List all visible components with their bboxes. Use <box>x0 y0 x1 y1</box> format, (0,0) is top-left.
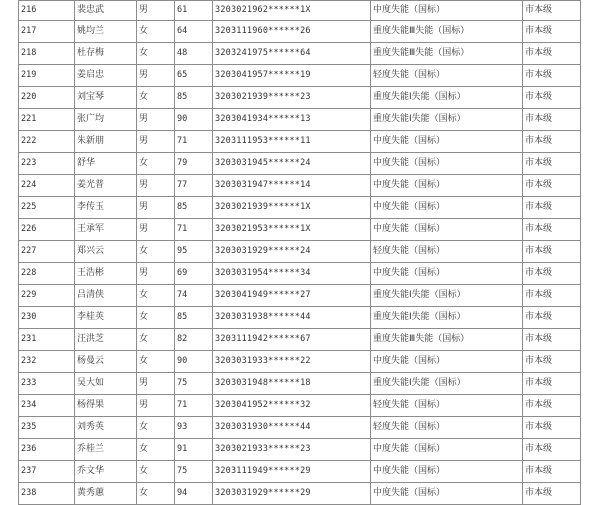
table-row <box>19 351 581 373</box>
id-number-cell: 3203041949******27 <box>213 285 371 307</box>
region-cell: 市本级 <box>523 373 581 395</box>
name-cell: 杨曼云 <box>75 351 137 373</box>
region-cell: 市本级 <box>523 395 581 417</box>
region-cell: 市本级 <box>523 483 581 505</box>
gender-cell: 男 <box>137 65 175 87</box>
name-cell: 汪洪芝 <box>75 329 137 351</box>
table-row <box>19 1 581 21</box>
disability-level-cell: 中度失能（国标） <box>371 263 523 285</box>
gender-cell: 女 <box>137 307 175 329</box>
disability-level-cell: 重度失能Ⅰ失能（国标） <box>371 373 523 395</box>
name-cell: 乔文华 <box>75 461 137 483</box>
region-cell: 市本级 <box>523 109 581 131</box>
age-cell: 85 <box>175 197 213 219</box>
disability-level-cell: 重度失能Ⅲ失能（国标） <box>371 43 523 65</box>
region-cell: 市本级 <box>523 329 581 351</box>
table-row <box>19 219 581 241</box>
disability-level-cell: 重度失能Ⅰ失能（国标） <box>371 307 523 329</box>
serial-number-cell: 231 <box>19 329 75 351</box>
name-cell: 舒华 <box>75 153 137 175</box>
region-cell: 市本级 <box>523 351 581 373</box>
name-cell: 吴大如 <box>75 373 137 395</box>
serial-number-cell: 224 <box>19 175 75 197</box>
id-number-cell: 3203111942******67 <box>213 329 371 351</box>
age-cell: 79 <box>175 153 213 175</box>
disability-level-cell: 中度失能（国标） <box>371 351 523 373</box>
gender-cell: 女 <box>137 329 175 351</box>
age-cell: 90 <box>175 351 213 373</box>
id-number-cell: 3203021953******1X <box>213 219 371 241</box>
name-cell: 杨得果 <box>75 395 137 417</box>
region-cell: 市本级 <box>523 439 581 461</box>
region-cell: 市本级 <box>523 263 581 285</box>
region-cell: 市本级 <box>523 197 581 219</box>
id-number-cell: 3203031947******14 <box>213 175 371 197</box>
region-cell: 市本级 <box>523 43 581 65</box>
serial-number-cell: 220 <box>19 87 75 109</box>
table-row <box>19 373 581 395</box>
serial-number-cell: 236 <box>19 439 75 461</box>
age-cell: 71 <box>175 395 213 417</box>
serial-number-cell: 227 <box>19 241 75 263</box>
age-cell: 90 <box>175 109 213 131</box>
serial-number-cell: 234 <box>19 395 75 417</box>
gender-cell: 女 <box>137 483 175 505</box>
id-number-cell: 3203041934******13 <box>213 109 371 131</box>
disability-level-cell: 轻度失能（国标） <box>371 395 523 417</box>
serial-number-cell: 219 <box>19 65 75 87</box>
gender-cell: 女 <box>137 351 175 373</box>
id-number-cell: 3203021939******1X <box>213 197 371 219</box>
age-cell: 82 <box>175 329 213 351</box>
name-cell: 刘秀英 <box>75 417 137 439</box>
id-number-cell: 3203031945******24 <box>213 153 371 175</box>
gender-cell: 男 <box>137 395 175 417</box>
serial-number-cell: 229 <box>19 285 75 307</box>
disability-level-cell: 轻度失能（国标） <box>371 241 523 263</box>
disability-level-cell: 中度失能（国标） <box>371 461 523 483</box>
gender-cell: 女 <box>137 461 175 483</box>
age-cell: 85 <box>175 87 213 109</box>
table-row <box>19 131 581 153</box>
gender-cell: 男 <box>137 131 175 153</box>
region-cell: 市本级 <box>523 1 581 21</box>
table-row <box>19 395 581 417</box>
gender-cell: 男 <box>137 175 175 197</box>
serial-number-cell: 232 <box>19 351 75 373</box>
gender-cell: 女 <box>137 439 175 461</box>
region-cell: 市本级 <box>523 417 581 439</box>
id-number-cell: 3203031929******24 <box>213 241 371 263</box>
serial-number-cell: 233 <box>19 373 75 395</box>
region-cell: 市本级 <box>523 219 581 241</box>
disability-level-cell: 重度失能Ⅲ失能（国标） <box>371 21 523 43</box>
region-cell: 市本级 <box>523 21 581 43</box>
table-row <box>19 21 581 43</box>
name-cell: 姚均兰 <box>75 21 137 43</box>
name-cell: 姜光普 <box>75 175 137 197</box>
name-cell: 黄秀蕙 <box>75 483 137 505</box>
gender-cell: 女 <box>137 285 175 307</box>
age-cell: 64 <box>175 21 213 43</box>
name-cell: 吕清侠 <box>75 285 137 307</box>
region-cell: 市本级 <box>523 65 581 87</box>
serial-number-cell: 237 <box>19 461 75 483</box>
id-number-cell: 3203021939******23 <box>213 87 371 109</box>
region-cell: 市本级 <box>523 285 581 307</box>
region-cell: 市本级 <box>523 153 581 175</box>
table-row <box>19 461 581 483</box>
region-cell: 市本级 <box>523 461 581 483</box>
disability-level-cell: 中度失能（国标） <box>371 439 523 461</box>
id-number-cell: 3203021933******23 <box>213 439 371 461</box>
gender-cell: 男 <box>137 109 175 131</box>
region-cell: 市本级 <box>523 241 581 263</box>
id-number-cell: 3203111960******26 <box>213 21 371 43</box>
disability-level-cell: 中度失能（国标） <box>371 175 523 197</box>
id-number-cell: 3203021962******1X <box>213 1 371 21</box>
disability-level-cell: 中度失能（国标） <box>371 1 523 21</box>
id-number-cell: 3203241975******64 <box>213 43 371 65</box>
age-cell: 85 <box>175 307 213 329</box>
name-cell: 朱新朋 <box>75 131 137 153</box>
disability-level-cell: 中度失能（国标） <box>371 197 523 219</box>
name-cell: 王承军 <box>75 219 137 241</box>
serial-number-cell: 228 <box>19 263 75 285</box>
name-cell: 乔桂兰 <box>75 439 137 461</box>
gender-cell: 女 <box>137 87 175 109</box>
disability-level-cell: 重度失能Ⅰ失能（国标） <box>371 109 523 131</box>
gender-cell: 男 <box>137 373 175 395</box>
table-row <box>19 483 581 505</box>
disability-level-cell: 中度失能（国标） <box>371 131 523 153</box>
name-cell: 郑兴云 <box>75 241 137 263</box>
region-cell: 市本级 <box>523 307 581 329</box>
age-cell: 95 <box>175 241 213 263</box>
gender-cell: 男 <box>137 1 175 21</box>
gender-cell: 男 <box>137 219 175 241</box>
serial-number-cell: 223 <box>19 153 75 175</box>
table-row <box>19 153 581 175</box>
table-row <box>19 307 581 329</box>
gender-cell: 女 <box>137 153 175 175</box>
table-row <box>19 87 581 109</box>
disability-level-cell: 中度失能（国标） <box>371 483 523 505</box>
table-row <box>19 43 581 65</box>
table-body <box>19 1 581 505</box>
gender-cell: 女 <box>137 21 175 43</box>
table-row <box>19 329 581 351</box>
disability-level-cell: 中度失能（国标） <box>371 219 523 241</box>
assessment-table <box>18 0 581 505</box>
gender-cell: 男 <box>137 197 175 219</box>
gender-cell: 男 <box>137 263 175 285</box>
region-cell: 市本级 <box>523 175 581 197</box>
disability-level-cell: 轻度失能（国标） <box>371 417 523 439</box>
table-row <box>19 197 581 219</box>
id-number-cell: 3203111949******29 <box>213 461 371 483</box>
serial-number-cell: 235 <box>19 417 75 439</box>
serial-number-cell: 222 <box>19 131 75 153</box>
id-number-cell: 3203031954******34 <box>213 263 371 285</box>
disability-level-cell: 重度失能Ⅰ失能（国标） <box>371 285 523 307</box>
region-cell: 市本级 <box>523 87 581 109</box>
gender-cell: 女 <box>137 241 175 263</box>
id-number-cell: 3203031929******29 <box>213 483 371 505</box>
age-cell: 75 <box>175 373 213 395</box>
id-number-cell: 3203031933******22 <box>213 351 371 373</box>
serial-number-cell: 221 <box>19 109 75 131</box>
table-row <box>19 65 581 87</box>
id-number-cell: 3203041952******32 <box>213 395 371 417</box>
table-row <box>19 109 581 131</box>
id-number-cell: 3203031930******44 <box>213 417 371 439</box>
age-cell: 94 <box>175 483 213 505</box>
age-cell: 77 <box>175 175 213 197</box>
disability-level-cell: 重度失能Ⅰ失能（国标） <box>371 87 523 109</box>
table-row <box>19 439 581 461</box>
name-cell: 姜启忠 <box>75 65 137 87</box>
age-cell: 48 <box>175 43 213 65</box>
serial-number-cell: 238 <box>19 483 75 505</box>
table-row <box>19 285 581 307</box>
id-number-cell: 3203041957******19 <box>213 65 371 87</box>
disability-level-cell: 重度失能Ⅲ失能（国标） <box>371 329 523 351</box>
serial-number-cell: 230 <box>19 307 75 329</box>
id-number-cell: 3203031948******18 <box>213 373 371 395</box>
serial-number-cell: 217 <box>19 21 75 43</box>
age-cell: 61 <box>175 1 213 21</box>
name-cell: 裴忠武 <box>75 1 137 21</box>
serial-number-cell: 216 <box>19 1 75 21</box>
name-cell: 李传玉 <box>75 197 137 219</box>
serial-number-cell: 225 <box>19 197 75 219</box>
name-cell: 张广均 <box>75 109 137 131</box>
age-cell: 91 <box>175 439 213 461</box>
disability-level-cell: 中度失能（国标） <box>371 153 523 175</box>
disability-level-cell: 轻度失能（国标） <box>371 65 523 87</box>
id-number-cell: 3203031938******44 <box>213 307 371 329</box>
age-cell: 69 <box>175 263 213 285</box>
table-row <box>19 263 581 285</box>
name-cell: 王浩彬 <box>75 263 137 285</box>
id-number-cell: 3203111953******11 <box>213 131 371 153</box>
age-cell: 71 <box>175 131 213 153</box>
table-row <box>19 241 581 263</box>
age-cell: 74 <box>175 285 213 307</box>
gender-cell: 女 <box>137 43 175 65</box>
region-cell: 市本级 <box>523 131 581 153</box>
name-cell: 李桂英 <box>75 307 137 329</box>
table-row <box>19 175 581 197</box>
name-cell: 刘宝琴 <box>75 87 137 109</box>
age-cell: 65 <box>175 65 213 87</box>
serial-number-cell: 218 <box>19 43 75 65</box>
age-cell: 75 <box>175 461 213 483</box>
serial-number-cell: 226 <box>19 219 75 241</box>
gender-cell: 女 <box>137 417 175 439</box>
age-cell: 93 <box>175 417 213 439</box>
table-row <box>19 417 581 439</box>
age-cell: 71 <box>175 219 213 241</box>
name-cell: 杜存梅 <box>75 43 137 65</box>
